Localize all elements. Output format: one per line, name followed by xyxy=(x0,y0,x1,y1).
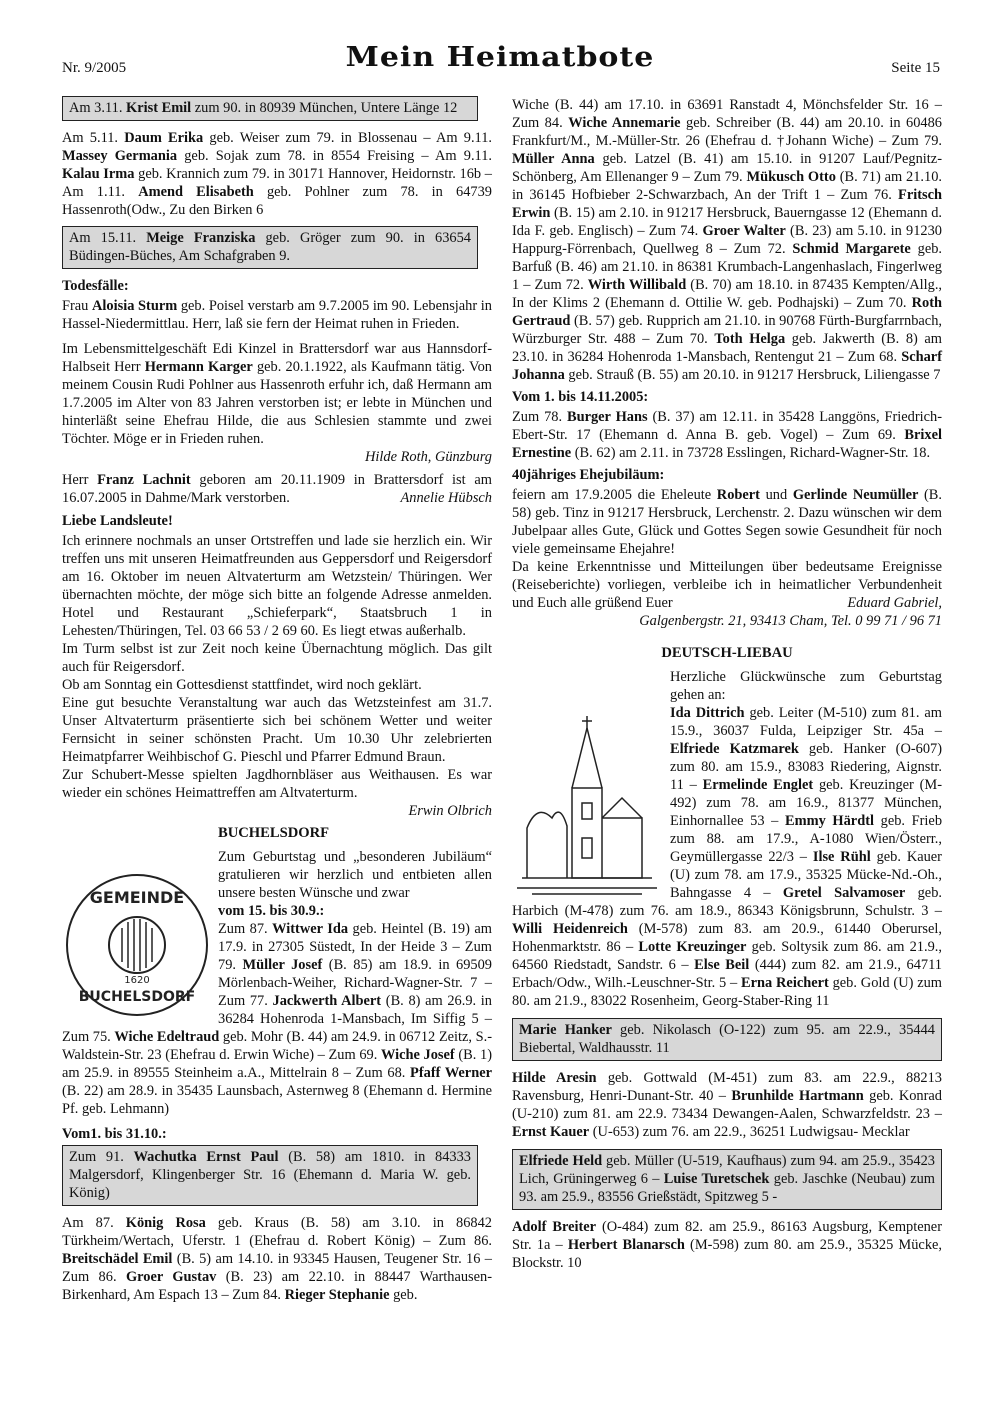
deutsch-liebau-birthdays-2: Hilde Aresin geb. Gottwald (M-451) zum 83. am 22.9., 88213 Ravensburg, Henri-Dunant-Str. 40 – Brunhilde Hartmann geb. Konrad (U-210) zum 81. am 22.9. 73434 Dewangen-Aalen, Schwarzfeldstr. 23 – Ernst Kauer (U-653) zum 76. am 22.9., 36251 Ludwigsau- Mecklar xyxy=(512,1070,942,1140)
letter-paragraph-3: Ob am Sonntag ein Gottesdienst stattfindet, wird noch geklärt. xyxy=(62,677,422,693)
section-heading-liebe-landsleute: Liebe Landsleute! xyxy=(62,513,173,529)
signature-olbrich: Erwin Olbrich xyxy=(408,803,492,819)
deutsch-liebau-birthdays: Ida Dittrich geb. Leiter (M-510) zum 81. am 15.9., 36037 Fulda, Leipziger Str. 45a – Elfriede Katzmarek geb. Hanker (O-607) zum 80. am 15.9., 83083 Riedering, Aignstr. 11 – Ermelinde Englet geb. Kreuzinger (M-492) zum 78. am 16.9., 81377 München, Einhornallee 53 – Emmy Härdtl geb. Frieb zum 88. am 17.9., A-1080 Wien/Österr., Geymüllergasse 22/3 – Ilse Rühl geb. Kauer (U) zum 78. am 17.9., 35325 Mücke-Nd.-Oh., Bahngasse 4 – Gretel Salvamoser geb. Harbich (M-478) zum 76. am 18.9., 86343 Königsbrunn, Schulstr. 3 – Willi Heidenreich (M-578) zum 83. am 20.9., 61440 Oberursel, Hohenmarktstr. 86 – Lotte Kreuzinger geb. Soltysik zum 86. am 21.9., 64560 Riedstadt, Sandstr. 6 – Else Beil (444) zum 82. am 21.9., 64711 Erbach/Odw., Wilh.-Leuschner-Str. 5 – Erna Reichert geb. Gold (U) zum 80. am 21.9., 83022 Rosenheim, Georg-Staber-Ring 11 xyxy=(512,705,943,1009)
buchelsdorf-intro: Zum Geburtstag und „besonderen Jubiläum“ gratulieren wir herzlich und entbieten allen unsere besten Wünsche und zwar xyxy=(218,849,492,901)
letter-paragraph-1: Ich erinnere nochmals an unser Ortstreffen und lade sie herzlich ein. Wir treffen uns mit unseren Heimatfreunden aus Geppersdorf und Reigersdorf am 16. Oktober im neuen Altvaterturm am Wetzstein/ Thüringen. Wer übernachten möchte, der möge sich bitte an folgende Adresse anmelden. Hotel und Restaurant „Schieferpark“, Staatsbruch 1 in Lehesten/Thüringen, Tel. 03 66 53 / 2 69 60. Es liegt etwas außerhalb. xyxy=(62,533,492,639)
range-heading-october: Vom1. bis 31.10.: xyxy=(62,1126,167,1142)
church-drawing-image xyxy=(512,708,662,898)
closing-paragraph: Da keine Erkenntnisse und Mitteilungen über bedeutsame Ereignisse (Reiseberichte) vorliegen, verbleibe ich in heimatlicher Verbundenheit und Euch alle grüßend Euer Eduard Gabriel, xyxy=(512,559,942,611)
deutsch-liebau-birthdays-3: Adolf Breiter (O-484) zum 82. am 25.9., 86163 Augsburg, Kemptener Str. 1a – Herbert Blanarsch (M-598) zum 80. am 25.9., 35325 Mücke, Blockstr. 10 xyxy=(512,1219,942,1271)
section-heading-ehejubilaeum: 40jähriges Ehejubiläum: xyxy=(512,467,665,483)
signature-gabriel: Eduard Gabriel, xyxy=(847,595,942,611)
obituary-lachnit: Herr Franz Lachnit geboren am 20.11.1909 in Brattersdorf ist am 16.07.2005 in Dahme/Mark verstorben. Annelie Hübsch xyxy=(62,472,492,506)
obituary-karger: Im Lebensmittelgeschäft Edi Kinzel in Brattersdorf war aus Hannsdorf-Halbseit Herr Hermann Karger geb. 20.1.1922, als Kaufmann tätig. Von meinem Cousin Rudi Pohlner aus Hassenroth erfuhr ich, daß Hermann am 1.7.2005 im Alter von 83 Jahren verstorben ist; er lebte in München und hinterläßt seine Ehefrau Hilde, die aus Schlesien stammte und zwei Töchter. Möge er in Frieden ruhen. xyxy=(62,341,492,447)
buchelsdorf-birthdays-september: Zum 87. Wittwer Ida geb. Heintel (B. 19) am 17.9. in 27305 Süstedt, In der Heide 3 – Zum 79. Müller Josef (B. 85) am 18.9. in 69509 Mörlenbach-Weiher, Richard-Wagner-Str. 7 – Zum 77. Jackwerth Albert (B. 8) am 26.9. in 36284 Hohenroda 1-Mansbach, Im Siffig 5 – Zum 75. Wiche Edeltraud geb. Mohr (B. 44) am 24.9. in 06712 Zeitz, S.-Waldstein-Str. 23 (Ehefrau d. Erwin Wiche) – Zum 69. Wiche Josef (B. 1) am 25.9. in 89555 Steinheim a.A., Mittelrain 8 – Zum 68. Pfaff Werner (B. 22) am 28.9. in 35435 Launsbach, Asternweg 8 (Ehemann d. Hermine Pf. geb. Lehmann) xyxy=(62,921,492,1117)
svg-text:BUCHELSDORF: BUCHELSDORF xyxy=(78,989,196,1005)
birthday-paragraph-november: Am 5.11. Daum Erika geb. Weiser zum 79. in Blossenau – Am 9.11. Massey Germania geb. Sojak zum 78. in 8554 Freising – Am 9.11. Kalau Irma geb. Krannich zum 79. in 30171 Hannover, Heidornstr. 16b – Am 1.11. Amend Elisabeth geb. Pohlner zum 78. in 64739 Hassenroth(Odw., Zu den Birken 6 xyxy=(62,130,493,218)
birthday-box-wachutka: Zum 91. Wachutka Ernst Paul (B. 58) am 1810. in 84333 Malgersdorf, Klingenberger Str. 16 (Ehemann d. Maria W. geb. König) xyxy=(62,1145,478,1206)
obituary-sturm: Frau Aloisia Sturm geb. Poisel verstarb am 9.7.2005 im 90. Lebensjahr in Hassel-Niedermittlau. Herr, laß sie fern der Heimat ruhen in Frieden. xyxy=(62,298,492,332)
svg-text:GEMEINDE: GEMEINDE xyxy=(89,888,185,907)
page-number: Seite 15 xyxy=(891,60,940,76)
letter-paragraph-2: Im Turm selbst ist zur Zeit noch keine Übernachtung möglich. Das gilt auch für Reigersdorf. xyxy=(62,641,492,675)
buchelsdorf-seal-image xyxy=(62,870,212,1020)
signature-gabriel-address: Galgenbergstr. 21, 93413 Cham, Tel. 0 99 71 / 96 71 xyxy=(639,613,942,629)
deutsch-liebau-intro: Herzliche Glückwünsche zum Geburtstag gehen an: xyxy=(670,669,942,703)
letter-paragraph-4: Eine gut besuchte Veranstaltung war auch das Wetzsteinfest am 31.7. Unser Altvaterturm präsentierte sich bei schönem Wetter und weiter Fernsicht in seiner schönsten Pracht. Um 10.30 Uhr zelebrierten Heimatpfarrer Weihbischof G. Pieschl und Pfarrer Edmund Braun. xyxy=(62,695,492,765)
buchelsdorf-birthdays-november: Zum 78. Burger Hans (B. 37) am 12.11. in 35428 Langgöns, Friedrich-Ebert-Str. 17 (Ehemann d. Anna B. geb. Vogel) – Zum 69. Brixel Ernestine (B. 62) am 2.11. in 73728 Esslingen, Richard-Wagner-Str. 18. xyxy=(512,409,942,461)
section-title-deutsch-liebau: DEUTSCH-LIEBAU xyxy=(661,645,793,661)
section-heading-todesfaelle: Todesfälle: xyxy=(62,278,129,294)
section-title-buchelsdorf: BUCHELSDORF xyxy=(218,825,330,841)
range-heading-september: vom 15. bis 30.9.: xyxy=(218,903,325,919)
birthday-box-held: Elfriede Held geb. Müller (U-519, Kaufhaus) zum 94. am 25.9., 35423 Lich, Grüningerweg 6 – Luise Turetschek geb. Jaschke (Neubau) zum 93. am 25.9., 83556 Grießstädt, Spitzweg 5 - xyxy=(512,1149,942,1210)
left-column xyxy=(62,96,492,1311)
birthday-box-meige: Am 15.11. Meige Franziska geb. Gröger zum 90. in 63654 Büdingen-Büches, Am Schafgraben 9. xyxy=(62,226,478,269)
issue-number: Nr. 9/2005 xyxy=(62,60,127,76)
buchelsdorf-birthdays-october: Am 87. König Rosa geb. Kraus (B. 58) am 3.10. in 86842 Türkheim/Wertach, Uferstr. 1 (Ehefrau d. Robert König) – Zum 86. Breitschädel Emil (B. 5) am 14.10. in 93345 Hausen, Teugener Str. 16 – Zum 86. Groer Gustav (B. 23) am 22.10. in 88447 Warthausen-Birkenhard, Am Espach 13 – Zum 84. Rieger Stephanie geb. xyxy=(62,1215,493,1303)
birthday-box-krist: Am 3.11. Krist Emil zum 90. in 80939 München, Untere Länge 12 xyxy=(62,96,478,121)
buchelsdorf-birthdays-october-cont: Wiche (B. 44) am 17.10. in 63691 Ranstadt 4, Mönchsfelder Str. 16 – Zum 84. Wiche Annemarie geb. Schreiber (B. 44) am 20.10. in 60486 Frankfurt/M., M.-Müller-Str. 26 (Ehefrau d. †Johann Wiche) – Zum 79. Müller Anna geb. Latzel (B. 41) am 15.10. in 91207 Lauf/Pegnitz-Schönberg, Am Ellenanger 9 – Zum 79. Mükusch Otto (B. 71) am 21.10. in 36145 Hofbieber 2-Schwarzbach, An der Trift 1 – Zum 76. Fritsch Erwin (B. 15) am 2.10. in 91217 Hersbruck, Bauerngasse 12 (Ehemann d. Ida F. geb. Englisch) – Zum 74. Groer Walter (B. 23) am 5.10. in 91230 Happurg-Förrenbach, Quellweg 8 – Zum 72. Schmid Margarete geb. Barfuß (B. 46) am 21.10. in 86381 Krumbach-Langenhaslach, Fingerlweg 1 – Zum 72. Wirth Willibald (B. 70) am 18.10. in 87435 Kempten/Allg., In der Klims 2 (Ehemann d. Ottilie W. geb. Podhajski) – Zum 70. Roth Gertraud (B. 57) geb. Rupprich am 21.10. in 90768 Fürth-Burgfarrnbach, Würzburger Str. 488 – Zum 70. Toth Helga geb. Jakwerth (B. 8) am 23.10. in 36284 Hohenroda 1-Mansbach, Rentengut 21 – Zum 68. Scharf Johanna geb. Strauß (B. 55) am 20.10. in 91217 Hersbruck, Liliengasse 7 xyxy=(512,97,943,383)
right-column xyxy=(512,96,942,1279)
masthead-title: Mein Heimatbote xyxy=(345,41,655,74)
signature-huebsch: Annelie Hübsch xyxy=(400,490,492,506)
svg-text:1620: 1620 xyxy=(124,975,150,986)
range-heading-november: Vom 1. bis 14.11.2005: xyxy=(512,389,649,405)
anniversary-paragraph: feiern am 17.9.2005 die Eheleute Robert und Gerlinde Neumüller (B. 58) geb. Tinz in 91217 Hersbruck, Lerchenstr. 2. Dazu wünschen wir dem Jubelpaar alles Gute, Glück und Gottes Segen sowie Gesundheit für noch viele gemeinsame Ehejahre! xyxy=(512,487,942,557)
letter-paragraph-5: Zur Schubert-Messe spielten Jagdhornbläser aus Weithausen. Es war wieder ein schönes Heimattreffen am Altvaterturm. xyxy=(62,767,492,801)
signature-roth: Hilde Roth, Günzburg xyxy=(365,449,492,465)
birthday-box-hanker: Marie Hanker geb. Nikolasch (O-122) zum 95. am 22.9., 35444 Biebertal, Waldhausstr. 11 xyxy=(512,1018,942,1061)
